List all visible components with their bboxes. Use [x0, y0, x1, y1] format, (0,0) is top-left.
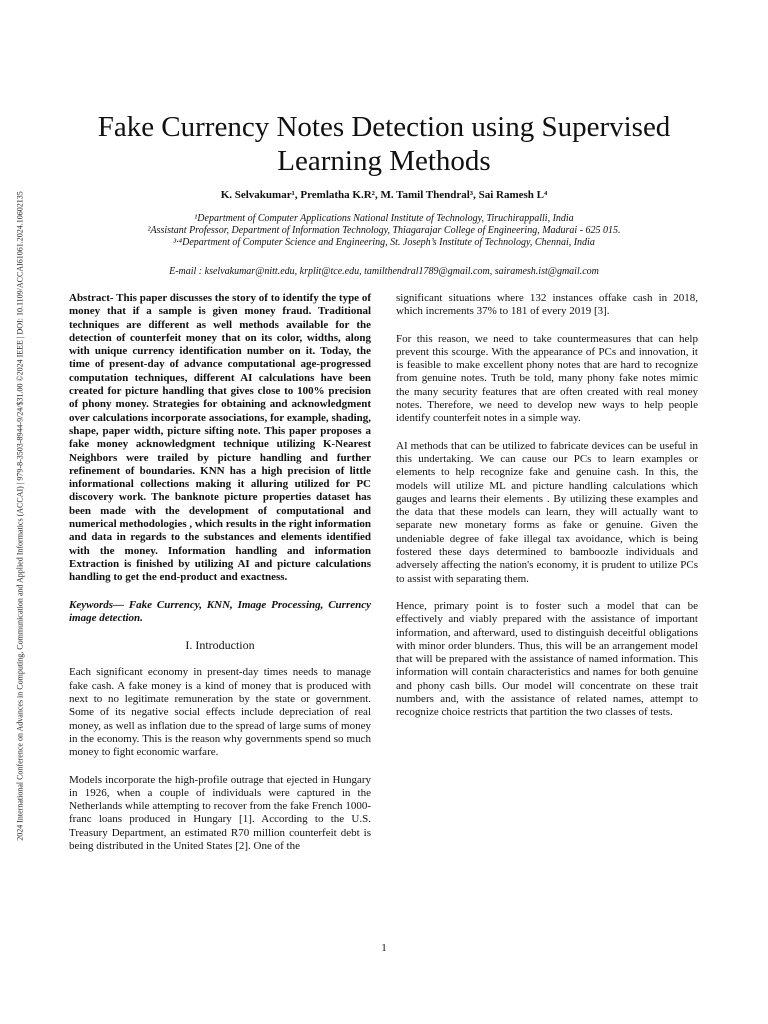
affiliation-1: ¹Department of Computer Applications National Institute of Technology, Tiruchirappalli, India — [194, 213, 574, 224]
side-citation-strip — [13, 118, 27, 914]
body-paragraph: significant situations where 132 instances offake cash in 2018, which increments 37% to 181 of every 2019 [3]. — [396, 292, 698, 318]
author-list: K. Selvakumar¹, Premlatha K.R², M. Tamil Thendral³, Sai Ramesh L⁴ — [220, 189, 548, 201]
left-column — [69, 292, 371, 867]
keywords: Keywords— Fake Currency, KNN, Image Processing, Currency image detection. — [69, 598, 371, 624]
abstract: Abstract- This paper discusses the story of to identify the type of money that if a sample is given money fraud. Traditional techniques are different as well methods available for the detection of counterfeit money that on its color, widths, along with unique currency identification number on it. Today, the time of present-day of advance computational age-progressed computation techniques, different AI calculations have been created for picture handling that gives close to 100% precision of phony money. Strategies for obtaining and acknowledgment over calculations incorporate associations, for example, shading, shape, paper width, picture sifting note. This paper proposes a fake money acknowledgment technique utilizing K-Nearest Neighbors were trailed by picture handling and further refinement of boundaries. KNN has a high precision of little informational collections making it alluring utilized for PC discovery work. The banknote picture properties dataset has been made with the development of computational and numerical methodologies , which results in the right information and data in regards to the substances and elements identified with the money. Information handling and information Extraction is finished by utilizing AI and picture calculations handling to get the end-product and exactness. — [69, 292, 371, 584]
body-paragraph: For this reason, we need to take countermeasures that can help prevent this scourge. With the appearance of PCs and innovation, it is feasible to make excellent phony notes that are hard to recognize from genuine notes. Truth be told, many phony fake notes mimic the many security features that are often created with real money notes. Therefore, we need to develop new ways to help people identify counterfeit notes in a simple way. — [396, 332, 698, 425]
body-paragraph: Models incorporate the high-profile outrage that ejected in Hungary in 1926, when a couple of individuals were captured in the Netherlands while attempting to recover from the fake French 1000-franc loans produced in Hungary [1]. According to the U.S. Treasury Department, an estimated R70 million counterfeit debt is being distributed in the United States [2]. One of the — [69, 773, 371, 852]
affiliation-3: ³·⁴Department of Computer Science and Engineering, St. Joseph’s Institute of Technology, Chennai, India — [173, 237, 595, 248]
affiliations — [60, 213, 708, 249]
right-column — [396, 292, 698, 734]
section-heading-introduction: I. Introduction — [185, 638, 255, 653]
affiliation-2: ²Assistant Professor, Department of Information Technology, Thiagarajar College of Engineering, Madurai - 625 015. — [147, 225, 621, 236]
body-paragraph: Each significant economy in present-day times needs to manage fake cash. A fake money is a kind of money that is produced with next to no legitimate remuneration by the state or government. Some of its negative social effects include depreciation of real money, as well as inflation due to the spread of large sums of money in the economy. This is the reason why governments spend so much money to fight economic warfare. — [69, 666, 371, 759]
body-paragraph: AI methods that can be utilized to fabricate devices can be useful in this undertaking. We can cause our PCs to learn examples or elements to help recognize fake and genuine cash. In this, the models will utilize ML and picture handling calculations which gauges and learns their elements . By utilizing these examples and the data that these models can learn, they will actually want to separate new monetary forms as fake or genuine. Given the undeniable degree of fake illegal tax avoidance, which is being fostered these days determined to bamboozle individuals and adversely affecting the nation's economy, it is prudent to utilize PCs to assist with separating them. — [396, 439, 698, 585]
page-number: 1 — [381, 942, 387, 954]
body-paragraph: Hence, primary point is to foster such a model that can be effectively and viably prepared with the assistance of important information, and afterward, used to distinguish deceitful obligations with minor order blunders. Thus, this will be an arrangement model that will be prepared with the assistance of named information. This information will contain characteristics and names for both genuine and phony cash bills. Our model will concentrate on these trait numbers and, with the assistance of related names, attempt to recognize choice restricts that partition the two classes of tests. — [396, 599, 698, 719]
side-citation-text: 2024 International Conference on Advances in Computing, Communication and Applied Informatics (ACCAI) | 979-8-3503-8944-9/24/$31.00 ©2024 IEEE | DOI: 10.1109/ACCAI61061.2024.10602135 — [15, 191, 25, 841]
email-line: E-mail : kselvakumar@nitt.edu, krplit@tce.edu, tamilthendral1789@gmail.com, sairamesh.ist@gmail.com — [169, 266, 599, 277]
paper-title: Fake Currency Notes Detection using Supervised Learning Methods — [97, 111, 671, 177]
